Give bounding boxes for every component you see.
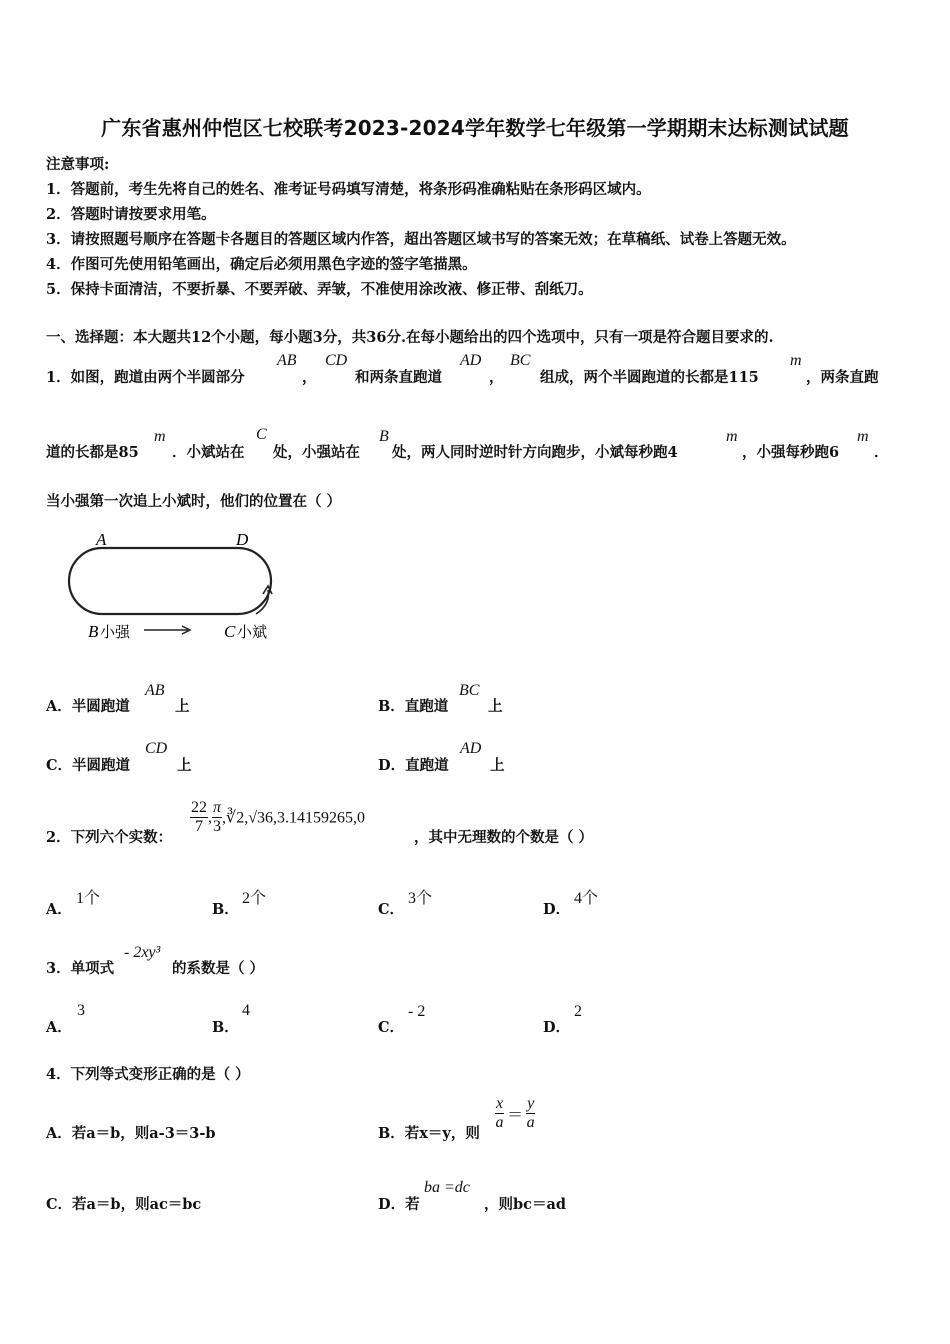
q1-line1-a: 1．如图，跑道由两个半圆部分 [46, 369, 245, 386]
section-heading: 一、选择题：本大题共12个小题，每小题3分，共36分.在每小题给出的四个选项中，只有一项是符合题目要求的. [46, 329, 774, 346]
notice-item-5: 5．保持卡面清洁，不要折暴、不要弄破、弄皱，不准使用涂改液、修正带、刮纸刀。 [46, 281, 593, 298]
q1-math-AB: AB [277, 352, 297, 369]
q2-option-b-label: B． [212, 901, 239, 918]
q3-option-d-label: D． [543, 1019, 571, 1036]
q2-fraction-pi-3 [212, 799, 222, 836]
q1-line2-e: ，小强每秒跑6 [742, 444, 840, 461]
q1-math-m3: m [726, 428, 738, 445]
track-outline [69, 548, 271, 614]
q2-expression [190, 799, 365, 836]
q2-lead: 2．下列六个实数： [46, 829, 173, 846]
q1-option-a-math: AB [145, 682, 165, 699]
q1-option-c-label: C．半圆跑道 [46, 757, 131, 774]
q1-option-c-math: CD [145, 740, 168, 757]
q3-option-b-label: B． [212, 1019, 239, 1036]
q1-line2-c: 处，小强站在 [273, 444, 360, 461]
q4-option-b-formula [495, 1095, 535, 1132]
q1-sep1: ， [302, 369, 317, 386]
notice-item-3: 3．请按照题号顺序在答题卡各题目的答题区域内作答，超出答题区域书写的答案无效；在草稿纸、试卷上答题无效。 [46, 231, 796, 248]
q4-frac-x: x [496, 1095, 504, 1112]
q4-option-d-tail: ，则bc＝ad [484, 1196, 567, 1213]
notice-heading: 注意事项: [46, 156, 110, 173]
q2-option-c-value: 3个 [408, 890, 433, 907]
notice-item-1: 1．答题前，考生先将自己的姓名、准考证号码填写清楚，将条形码准确粘贴在条形码区域内。 [46, 181, 651, 198]
q1-option-b-math: BC [459, 682, 480, 699]
page-title: 广东省惠州仲恺区七校联考2023-2024学年数学七年级第一学期期末达标测试试题 [101, 116, 849, 140]
q1-line1-d: ，两条直跑 [806, 369, 879, 386]
q2-tail: ，其中无理数的个数是（ ） [414, 829, 594, 846]
q2-option-c-label: C． [378, 901, 405, 918]
q2-frac2-den: 3 [213, 818, 221, 835]
track-figure [60, 528, 300, 646]
q1-math-CD: CD [325, 352, 348, 369]
q1-option-a-label: A．半圆跑道 [46, 698, 130, 715]
q1-line2-d: 处，两人同时逆时针方向跑步，小斌每秒跑4 [392, 444, 678, 461]
q2-option-d-value: 4个 [574, 890, 599, 907]
notice-item-2: 2．答题时请按要求用笔。 [46, 206, 216, 223]
fig-label-B: B [88, 622, 99, 641]
q1-line1-b: 和两条直跑道 [355, 369, 442, 386]
q4-option-c: C．若a＝b，则ac＝bc [46, 1196, 202, 1213]
q1-math-B: B [379, 428, 389, 445]
q1-math-m2: m [154, 428, 166, 445]
q3-option-a-value: 3 [77, 1002, 85, 1019]
q2-comma: , [208, 809, 212, 826]
q1-option-b-label: B．直跑道 [378, 698, 449, 715]
fig-label-xiaobin: 小斌 [237, 623, 268, 641]
q2-option-d-label: D． [543, 901, 571, 918]
q1-math-m4: m [857, 428, 869, 445]
q1-option-b-end: 上 [488, 698, 503, 715]
q4-option-d-math: ba =dc [424, 1179, 470, 1196]
q3-option-a-label: A． [46, 1019, 72, 1036]
q1-line2-a: 道的长都是85 [46, 444, 139, 461]
q1-option-d-label: D．直跑道 [378, 757, 449, 774]
q3-lead: 3．单项式 [46, 960, 115, 977]
q1-math-C: C [256, 426, 267, 443]
fig-label-A: A [96, 530, 107, 549]
notice-item-4: 4．作图可先使用铅笔画出，确定后必须用黑色字迹的签字笔描黑。 [46, 256, 477, 273]
q1-line2-b: ．小斌站在 [172, 444, 245, 461]
q4-frac-a1: a [495, 1114, 504, 1131]
q4-option-b-lead: B．若x＝y，则 [378, 1125, 480, 1142]
q2-frac2-num: π [213, 799, 222, 816]
q4-frac-x-a [495, 1095, 504, 1132]
q1-option-d-math: AD [460, 740, 482, 757]
q3-option-d-value: 2 [574, 1003, 582, 1020]
q3-tail: 的系数是（ ） [172, 960, 265, 977]
q1-sep2: ， [489, 369, 504, 386]
q1-line1-c: 组成，两个半圆跑道的长都是115 [540, 369, 759, 386]
q1-line2-f: ． [874, 444, 889, 461]
q1-option-c-end: 上 [177, 757, 192, 774]
fig-label-C: C [224, 622, 236, 641]
q2-frac1-den: 7 [195, 818, 203, 835]
fig-label-xiaoqiang: 小强 [100, 623, 131, 641]
q2-option-a-value: 1个 [76, 890, 101, 907]
q2-option-a-label: A． [46, 901, 72, 918]
q4-frac-y: y [527, 1095, 535, 1112]
q1-math-AD: AD [460, 352, 482, 369]
q4-stem: 4．下列等式变形正确的是（ ） [46, 1066, 250, 1083]
q1-math-m1: m [790, 352, 802, 369]
q1-math-BC: BC [510, 352, 531, 369]
q4-frac-a2: a [526, 1114, 535, 1131]
q2-fraction-22-7 [190, 799, 208, 836]
q3-option-b-value: 4 [242, 1002, 250, 1019]
q1-option-a-end: 上 [175, 698, 190, 715]
q2-numbers: ,∛2,√36,3.14159265,0 [222, 809, 365, 827]
q3-option-c-value: - 2 [408, 1003, 426, 1020]
q2-frac1-num: 22 [191, 799, 207, 816]
q1-line3: 当小强第一次追上小斌时，他们的位置在（ ） [46, 493, 342, 510]
fig-label-D: D [236, 530, 249, 549]
q3-expression: - 2xy³ [124, 944, 161, 961]
q4-frac-y-a [526, 1095, 535, 1132]
q4-equals: ＝ [507, 1107, 524, 1124]
q2-option-b-value: 2个 [242, 890, 267, 907]
q4-option-d-lead: D．若 [378, 1196, 420, 1213]
q1-option-d-end: 上 [490, 757, 505, 774]
q3-option-c-label: C． [378, 1019, 405, 1036]
q4-option-a: A．若a＝b，则a-3＝3-b [46, 1125, 216, 1142]
